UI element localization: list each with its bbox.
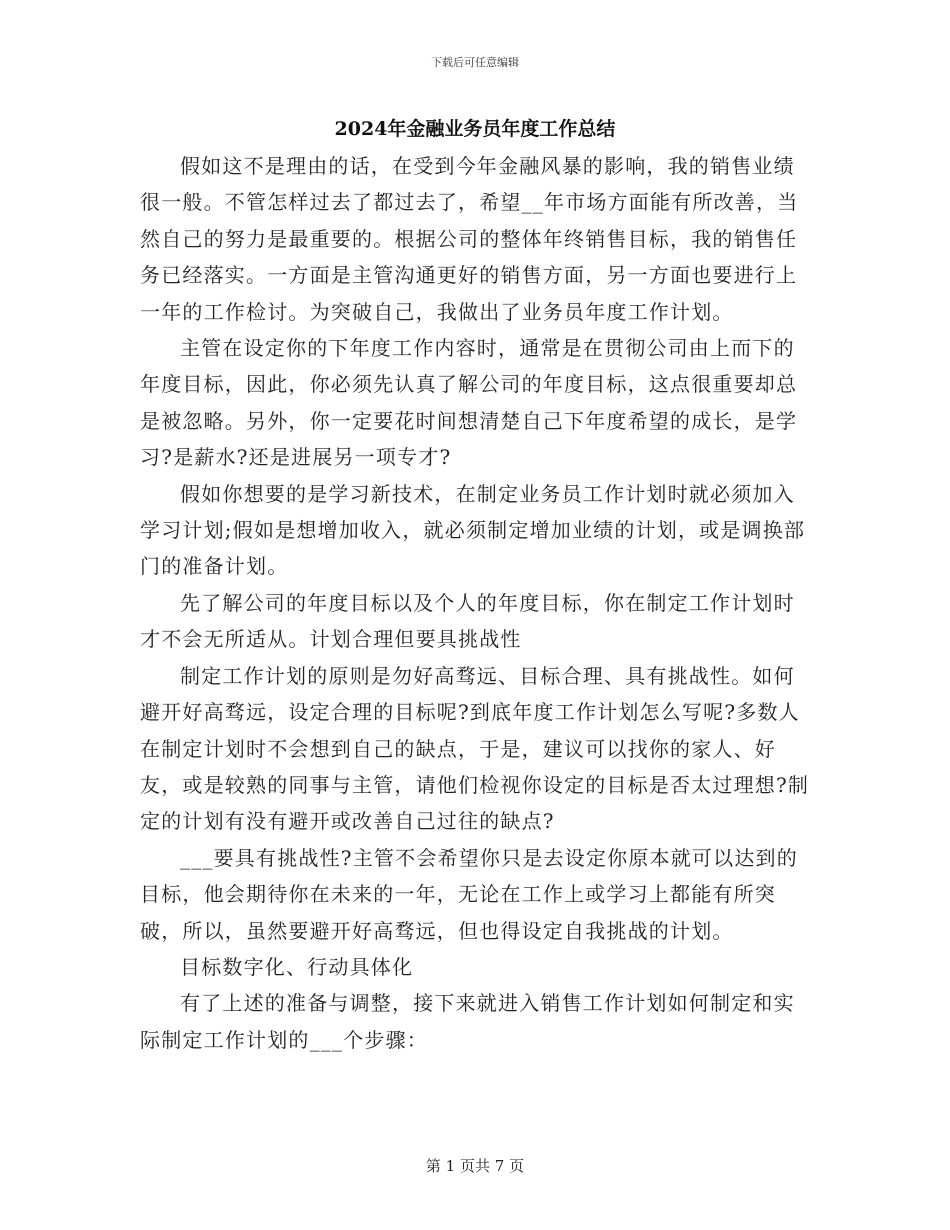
document-title: 2024年金融业务员年度工作总结 <box>334 118 616 140</box>
page-number: 第 1 页共 7 页 <box>425 1157 525 1175</box>
paragraph: 假如这不是理由的话，在受到今年金融风暴的影响，我的销售业绩很一般。不管怎样过去了都过去了，希望__年市场方面能有所改善，当然自己的努力是最重要的。根据公司的整体年终销售目标，我的销售任务已经落实。一方面是主管沟通更好的销售方面，另一方面也要进行上一年的工作检讨。为突破自己，我做出了业务员年度工作计划。 <box>140 154 799 324</box>
paragraph: 主管在设定你的下年度工作内容时，通常是在贯彻公司由上而下的年度目标，因此，你必须先认真了解公司的年度目标，这点很重要却总是被忽略。另外，你一定要花时间想清楚自己下年度希望的成长，是学习?是薪水?还是进展另一项专才? <box>140 336 798 470</box>
header-note: 下载后可任意编辑 <box>431 56 519 69</box>
paragraph: 假如你想要的是学习新技术，在制定业务员工作计划时就必须加入学习计划;假如是想增加收入，就必须制定增加业绩的计划，或是调换部门的准备计划。 <box>140 481 806 579</box>
paragraph: ___要具有挑战性?主管不会希望你只是去设定你原本就可以达到的目标，他会期待你在未来的一年，无论在工作上或学习上都能有所突破，所以，虽然要避开好高骛远，但也得设定自我挑战的计划。 <box>140 845 798 943</box>
document-body <box>140 148 810 1058</box>
paragraph: 有了上述的准备与调整，接下来就进入销售工作计划如何制定和实际制定工作计划的___个步骤： <box>140 991 795 1052</box>
paragraph: 制定工作计划的原则是勿好高骛远、目标合理、具有挑战性。如何避开好高骛远，设定合理的目标呢?到底年度工作计划怎么写呢?多数人在制定计划时不会想到自己的缺点，于是，建议可以找你的家人、好友，或是较熟的同事与主管，请他们检视你设定的目标是否太过理想?制定的计划有没有避开或改善自己过往的缺点? <box>140 663 810 834</box>
paragraph: 先了解公司的年度目标以及个人的年度目标，你在制定工作计划时才不会无所适从。计划合理但要具挑战性 <box>140 590 795 652</box>
paragraph: 目标数字化、行动具体化 <box>180 954 414 979</box>
